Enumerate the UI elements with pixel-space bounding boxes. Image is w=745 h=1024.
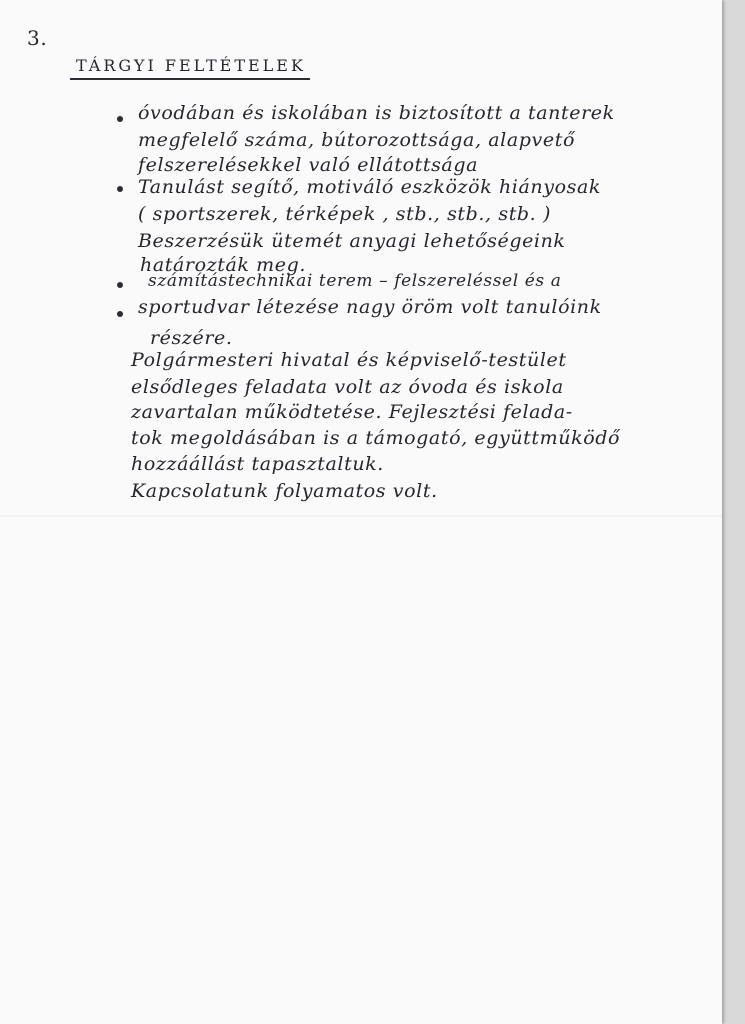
text-line: részére. (150, 327, 233, 349)
text-line: elsődleges feladata volt az óvoda és iskola (131, 376, 564, 398)
heading-underline (70, 78, 310, 80)
page-number: 3. (27, 26, 48, 50)
text-line: határozták meg. (140, 254, 307, 276)
text-line: Polgármesteri hivatal és képviselő-testület (131, 349, 567, 371)
text-line: Beszerzésük ütemét anyagi lehetőségeink (138, 230, 566, 252)
text-line: felszerelésekkel való ellátottsága (138, 154, 479, 176)
text-line: ( sportszerek, térképek , stb., stb., stb. ) (138, 203, 551, 225)
bullet-icon (117, 116, 123, 122)
text-line: sportudvar létezése nagy öröm volt tanulóink (138, 296, 602, 318)
text-line: Tanulást segítő, motiváló eszközök hiányosak (138, 176, 602, 198)
text-line: Kapcsolatunk folyamatos volt. (131, 480, 438, 502)
text-line: számítástechnikai terem – felszereléssel és a (148, 271, 562, 291)
bullet-icon (117, 311, 123, 317)
bullet-icon (117, 282, 123, 288)
text-line: óvodában és iskolában is biztosított a tanterek (138, 102, 615, 124)
text-line: tok megoldásában is a támogató, együttműködő (131, 427, 621, 449)
text-line: zavartalan működtetése. Fejlesztési felada- (131, 401, 573, 423)
paper-fold (0, 515, 722, 517)
text-line: megfelelő száma, bútorozottsága, alapvető (138, 129, 575, 151)
page-heading: TÁRGYI FELTÉTELEK (76, 56, 306, 75)
bullet-icon (117, 186, 123, 192)
text-line: hozzáállást tapasztaltuk. (131, 453, 384, 475)
